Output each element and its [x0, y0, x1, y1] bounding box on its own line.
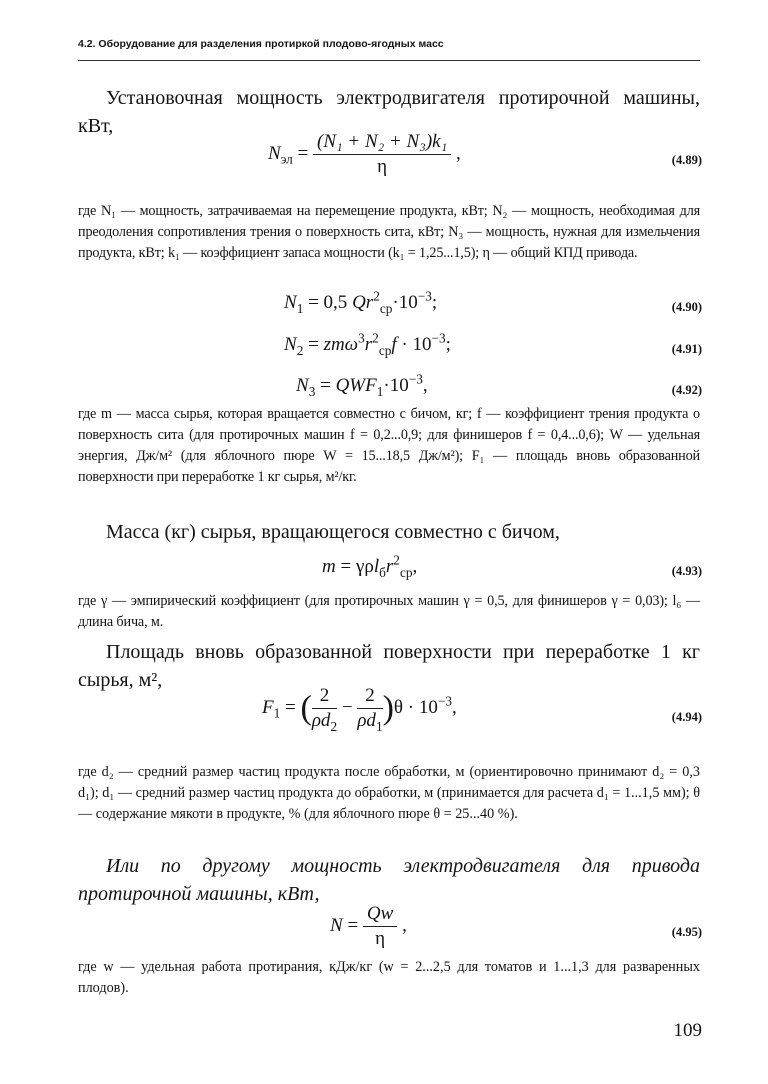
formula-4-94: [0, 685, 768, 734]
formula-superscript: −3: [437, 693, 453, 709]
formula-subscript: 1: [375, 718, 383, 734]
fraction-numerator: Qw: [363, 902, 397, 927]
formula-text: =: [342, 914, 363, 936]
paragraph-mass: Масса (кг) сырья, вращающегося совместно с бичом,: [106, 521, 560, 543]
formula-symbol: N: [296, 375, 309, 396]
right-paren: ): [382, 689, 394, 727]
fraction: [357, 684, 382, 733]
equation-number: (4.92): [671, 383, 702, 397]
formula-subscript: 3: [308, 383, 316, 399]
formula-symbol: F: [262, 696, 274, 718]
formula-symbol: N: [284, 292, 297, 313]
fraction-denominator: η: [375, 928, 386, 949]
formula-symbol: zmω: [323, 334, 359, 355]
paragraph-alternative: Или по другому мощность электродвигателя для привода протирочной машины, кВт,: [78, 855, 700, 905]
formula-symbol: l: [373, 556, 380, 577]
where-block-1: где N₁ — мощность, затрачиваемая на перемещение продукта, кВт; N₂ — мощность, необходимая для преодоления сопротивления трения о поверхность сита, кВт; N₃ — мощность, нужная для измельчения продукта, кВт; k₁ — коэффициент запаса мощности (k₁ = 1,25...1,5); η — общий КПД привода.: [78, 203, 700, 261]
formula-punctuation: ;: [445, 334, 451, 355]
formula-text: =: [315, 375, 336, 396]
formula-subscript: б: [379, 564, 386, 580]
formula-symbol: N: [268, 142, 281, 164]
equation-number: (4.91): [671, 342, 702, 356]
header-rule: [78, 60, 700, 61]
formula-text: · 10: [396, 334, 432, 355]
formula-symbol: N: [284, 334, 297, 355]
formula-symbol: N: [330, 914, 343, 936]
formula-4-90: [0, 288, 768, 332]
fraction-numerator: (N₁ + N₂ + N₃)k₁: [313, 130, 451, 155]
fraction: [313, 130, 451, 179]
formula-text: = γρ: [335, 556, 374, 577]
fraction-denominator: ρd: [357, 710, 376, 731]
page-number: 109: [673, 1020, 702, 1041]
where-block-4: где d₂ — средний размер частиц продукта после обработки, м (ориентировочно принимают d₂ = 0,3 d₁); d₁ — средний размер частиц продукта до обработки, м (принимается для расчета d₁ = 1...1,5 мм); θ — содержание мякоти в продукте, % (для яблочного пюре θ = 25...40 %).: [78, 764, 700, 822]
formula-text: =: [303, 334, 324, 355]
equation-number: (4.93): [671, 564, 702, 578]
formula-punctuation: ,: [455, 142, 461, 164]
formula-text: ·10: [383, 375, 409, 396]
fraction-numerator: 2: [357, 684, 382, 709]
fraction: [312, 684, 337, 733]
formula-subscript: 1: [296, 300, 304, 316]
fraction-denominator: ρd: [311, 710, 331, 731]
formula-4-89: $N_{эл}$ = $\frac{\text{(N₁ + N₂ + N₃)k₁}}{\eta}$ , (4.89): [268, 131, 702, 177]
formula-punctuation: ,: [422, 375, 428, 396]
formula-punctuation: ;: [431, 292, 438, 313]
formula-subscript: 1: [273, 705, 281, 721]
formula-symbol: f: [391, 334, 397, 355]
formula-superscript: 2: [372, 330, 379, 346]
formula-4-93: [0, 552, 768, 596]
formula-superscript: 2: [373, 288, 380, 304]
formula-superscript: −3: [408, 371, 423, 387]
formula-superscript: −3: [431, 330, 446, 346]
formula-operator: −: [341, 696, 353, 718]
where-block-5: где w — удельная работа протирания, кДж/кг (w = 2...2,5 для томатов и 1...1,3 для разваренных плодов).: [78, 959, 700, 996]
paragraph-area: Площадь вновь образованной поверхности при переработке 1 кг сырья, м²,: [78, 641, 700, 691]
formula-subscript: 2: [330, 718, 338, 734]
equation-number: (4.89): [671, 153, 702, 167]
formula-subscript: 1: [376, 383, 384, 399]
formula-subscript: ср: [379, 300, 393, 316]
left-paren: (: [300, 689, 312, 727]
formula-symbol: QWF: [335, 375, 377, 396]
formula-4-95: [0, 903, 768, 950]
formula-superscript: 2: [393, 552, 400, 568]
formula-superscript: 3: [358, 330, 365, 346]
formula-subscript: 2: [296, 342, 304, 358]
formula-text: ·10: [392, 292, 418, 313]
formula-superscript: −3: [417, 288, 432, 304]
equation-number: (4.95): [671, 925, 702, 939]
where-block-3: где γ — эмпирический коэффициент (для протирочных машин γ = 0,5, для финишеров γ = 0,03); l₆ — длина бича, м.: [78, 593, 700, 630]
fraction-denominator: η: [377, 156, 388, 177]
fraction: [363, 902, 397, 951]
formula-punctuation: ,: [452, 696, 457, 718]
equation-number: (4.94): [671, 710, 702, 724]
formula-punctuation: ,: [402, 914, 407, 936]
formula-punctuation: ,: [412, 556, 418, 577]
formula-subscript: ср: [378, 342, 392, 358]
running-header: 4.2. Оборудование для разделения протиркой плодово-ягодных масс: [78, 38, 444, 50]
formula-subscript: эл: [280, 151, 293, 167]
formula-symbol: m: [322, 556, 336, 577]
equation-number: (4.90): [671, 300, 702, 314]
formula-symbol: r: [364, 334, 373, 355]
formula-text: = 0,5: [303, 292, 353, 313]
where-block-2: где m — масса сырья, которая вращается совместно с бичом, кг; f — коэффициент трения продукта о поверхность сита (для протирочных машин f = 0,2...0,9; для финишеров f = 0,4...0,6); W — удельная энергия, Дж/м² (для яблочного пюре W = 15...18,5 Дж/м²); F₁ — площадь вновь образованной поверхности при переработке 1 кг сырья, м²/кг.: [78, 406, 700, 485]
formula-4-91: [0, 330, 768, 374]
formula-text: θ · 10: [393, 696, 438, 718]
formula-symbol: Qr: [352, 292, 374, 313]
formula-subscript: ср: [399, 564, 413, 580]
paragraph-installed-power: Установочная мощность электродвигателя протирочной машины, кВт,: [78, 87, 700, 137]
formula-text: =: [280, 696, 301, 718]
formula-symbol: r: [385, 556, 394, 577]
fraction-numerator: 2: [312, 684, 337, 709]
